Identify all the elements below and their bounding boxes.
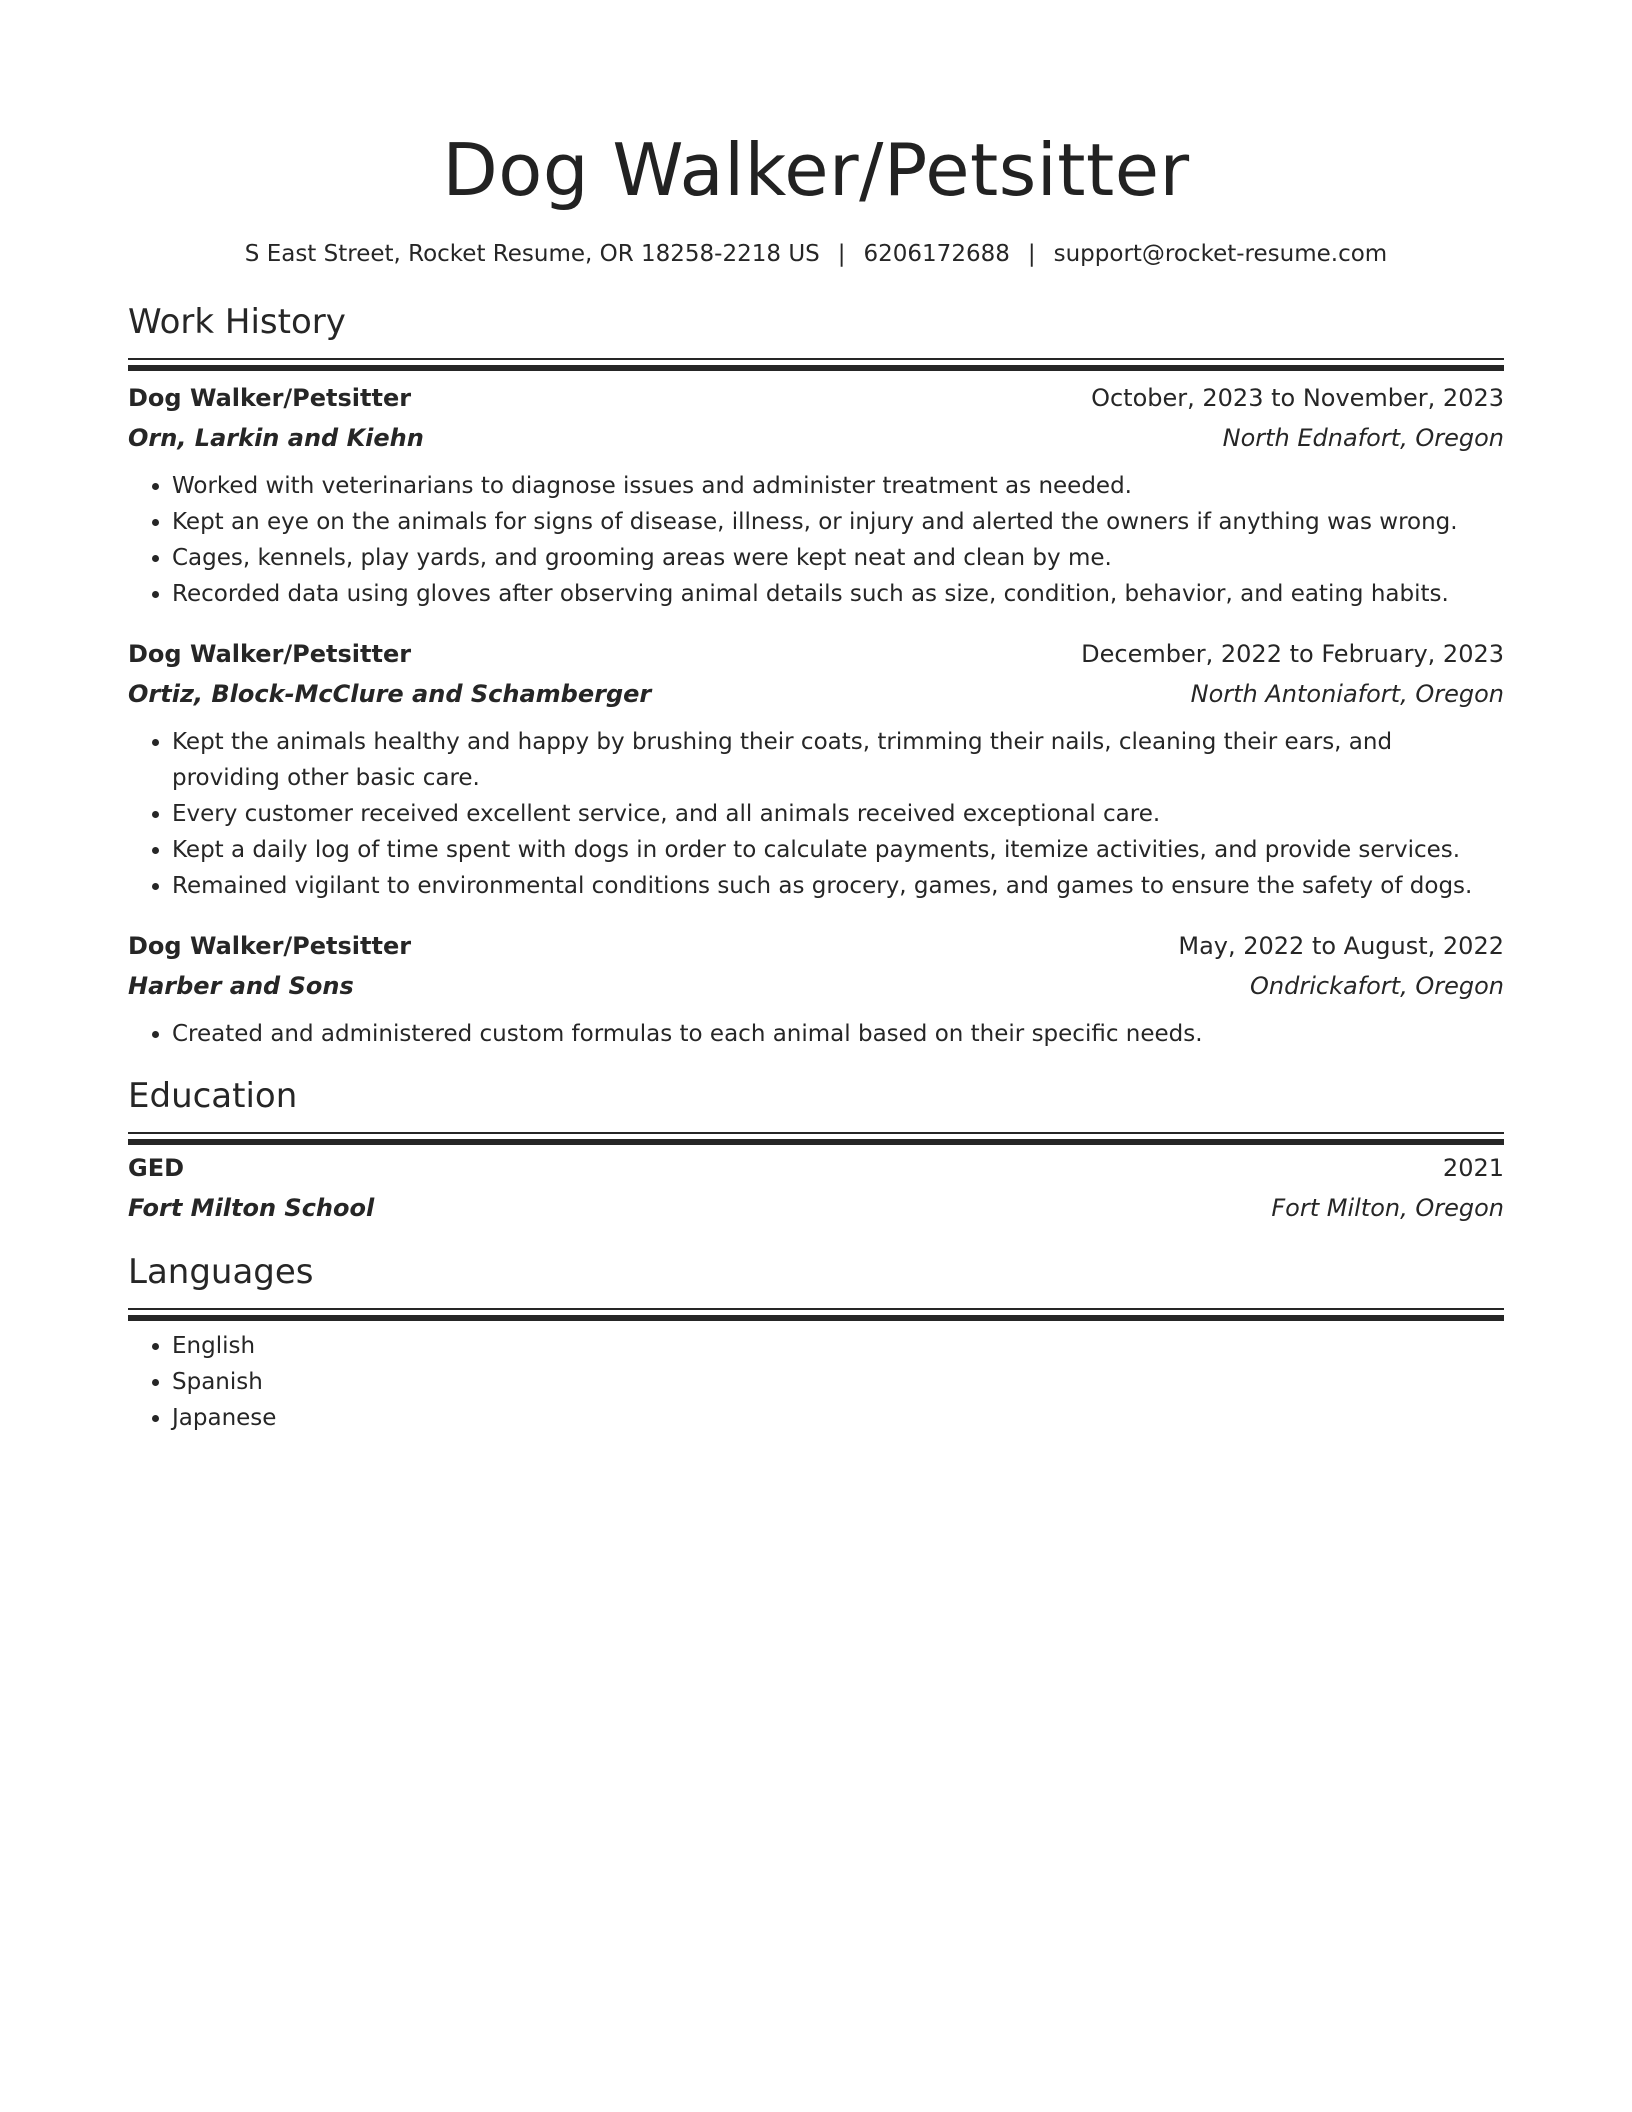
job-bullets [128,724,1504,904]
section-title-education: Education [128,1076,298,1116]
job-dates: December, 2022 to February, 2023 [1081,640,1504,668]
job-bullets [128,468,1504,612]
contact-separator: | [837,241,846,267]
languages-list [128,1328,1504,1436]
job-bullets [128,1016,1504,1052]
bullet-item: • Cages, kennels, play yards, and grooming areas were kept neat and clean by me. [172,540,1504,576]
job-location: North Ednafort, Oregon [1222,424,1504,452]
section-divider [128,358,1504,374]
contact-phone: 6206172688 [863,241,1010,267]
job-role: Dog Walker/Petsitter [128,384,412,412]
contact-address: S East Street, Rocket Resume, OR 18258-2218 US [244,241,820,267]
education-location: Fort Milton, Oregon [1271,1194,1504,1222]
contact-email: support@rocket-resume.com [1053,241,1388,267]
language-item: • English [172,1328,1504,1364]
education-section [128,1074,1504,1228]
resume-page [128,0,1504,1436]
job-dates: May, 2022 to August, 2022 [1178,932,1504,960]
contact-separator: | [1027,241,1036,267]
education-degree: GED [128,1154,185,1182]
section-divider [128,1308,1504,1324]
job-dates: October, 2023 to November, 2023 [1091,384,1504,412]
work-history-section [128,300,1504,1052]
section-title-languages: Languages [128,1252,314,1292]
section-title-work-history: Work History [128,302,346,342]
languages-section [128,1250,1504,1436]
language-item: • Japanese [172,1400,1504,1436]
bullet-item: • Created and administered custom formulas to each animal based on their specific needs. [172,1016,1504,1052]
job-entry [128,634,1504,904]
job-location: North Antoniafort, Oregon [1190,680,1504,708]
bullet-item: • Kept an eye on the animals for signs of disease, illness, or injury and alerted the owners if anything was wrong. [172,504,1504,540]
bullet-item: • Kept the animals healthy and happy by brushing their coats, trimming their nails, cleaning their ears, and providing other basic care. [172,724,1504,796]
bullet-item: • Every customer received excellent service, and all animals received exceptional care. [172,796,1504,832]
bullet-item: • Remained vigilant to environmental conditions such as grocery, games, and games to ensure the safety of dogs. [172,868,1504,904]
job-company: Ortiz, Block-McClure and Schamberger [128,680,652,708]
education-school: Fort Milton School [128,1194,375,1222]
bullet-item: • Kept a daily log of time spent with dogs in order to calculate payments, itemize activities, and provide services. [172,832,1504,868]
job-location: Ondrickafort, Oregon [1250,972,1504,1000]
job-role: Dog Walker/Petsitter [128,932,412,960]
bullet-item: • Recorded data using gloves after observing animal details such as size, condition, behavior, and eating habits. [172,576,1504,612]
resume-name: Dog Walker/Petsitter [442,128,1190,212]
job-company: Orn, Larkin and Kiehn [128,424,424,452]
bullet-item: • Worked with veterinarians to diagnose issues and administer treatment as needed. [172,468,1504,504]
education-year: 2021 [1442,1154,1504,1182]
job-entry [128,378,1504,612]
contact-line [128,236,1504,272]
job-company: Harber and Sons [128,972,354,1000]
job-role: Dog Walker/Petsitter [128,640,412,668]
job-entry [128,926,1504,1052]
language-item: • Spanish [172,1364,1504,1400]
section-divider [128,1132,1504,1148]
